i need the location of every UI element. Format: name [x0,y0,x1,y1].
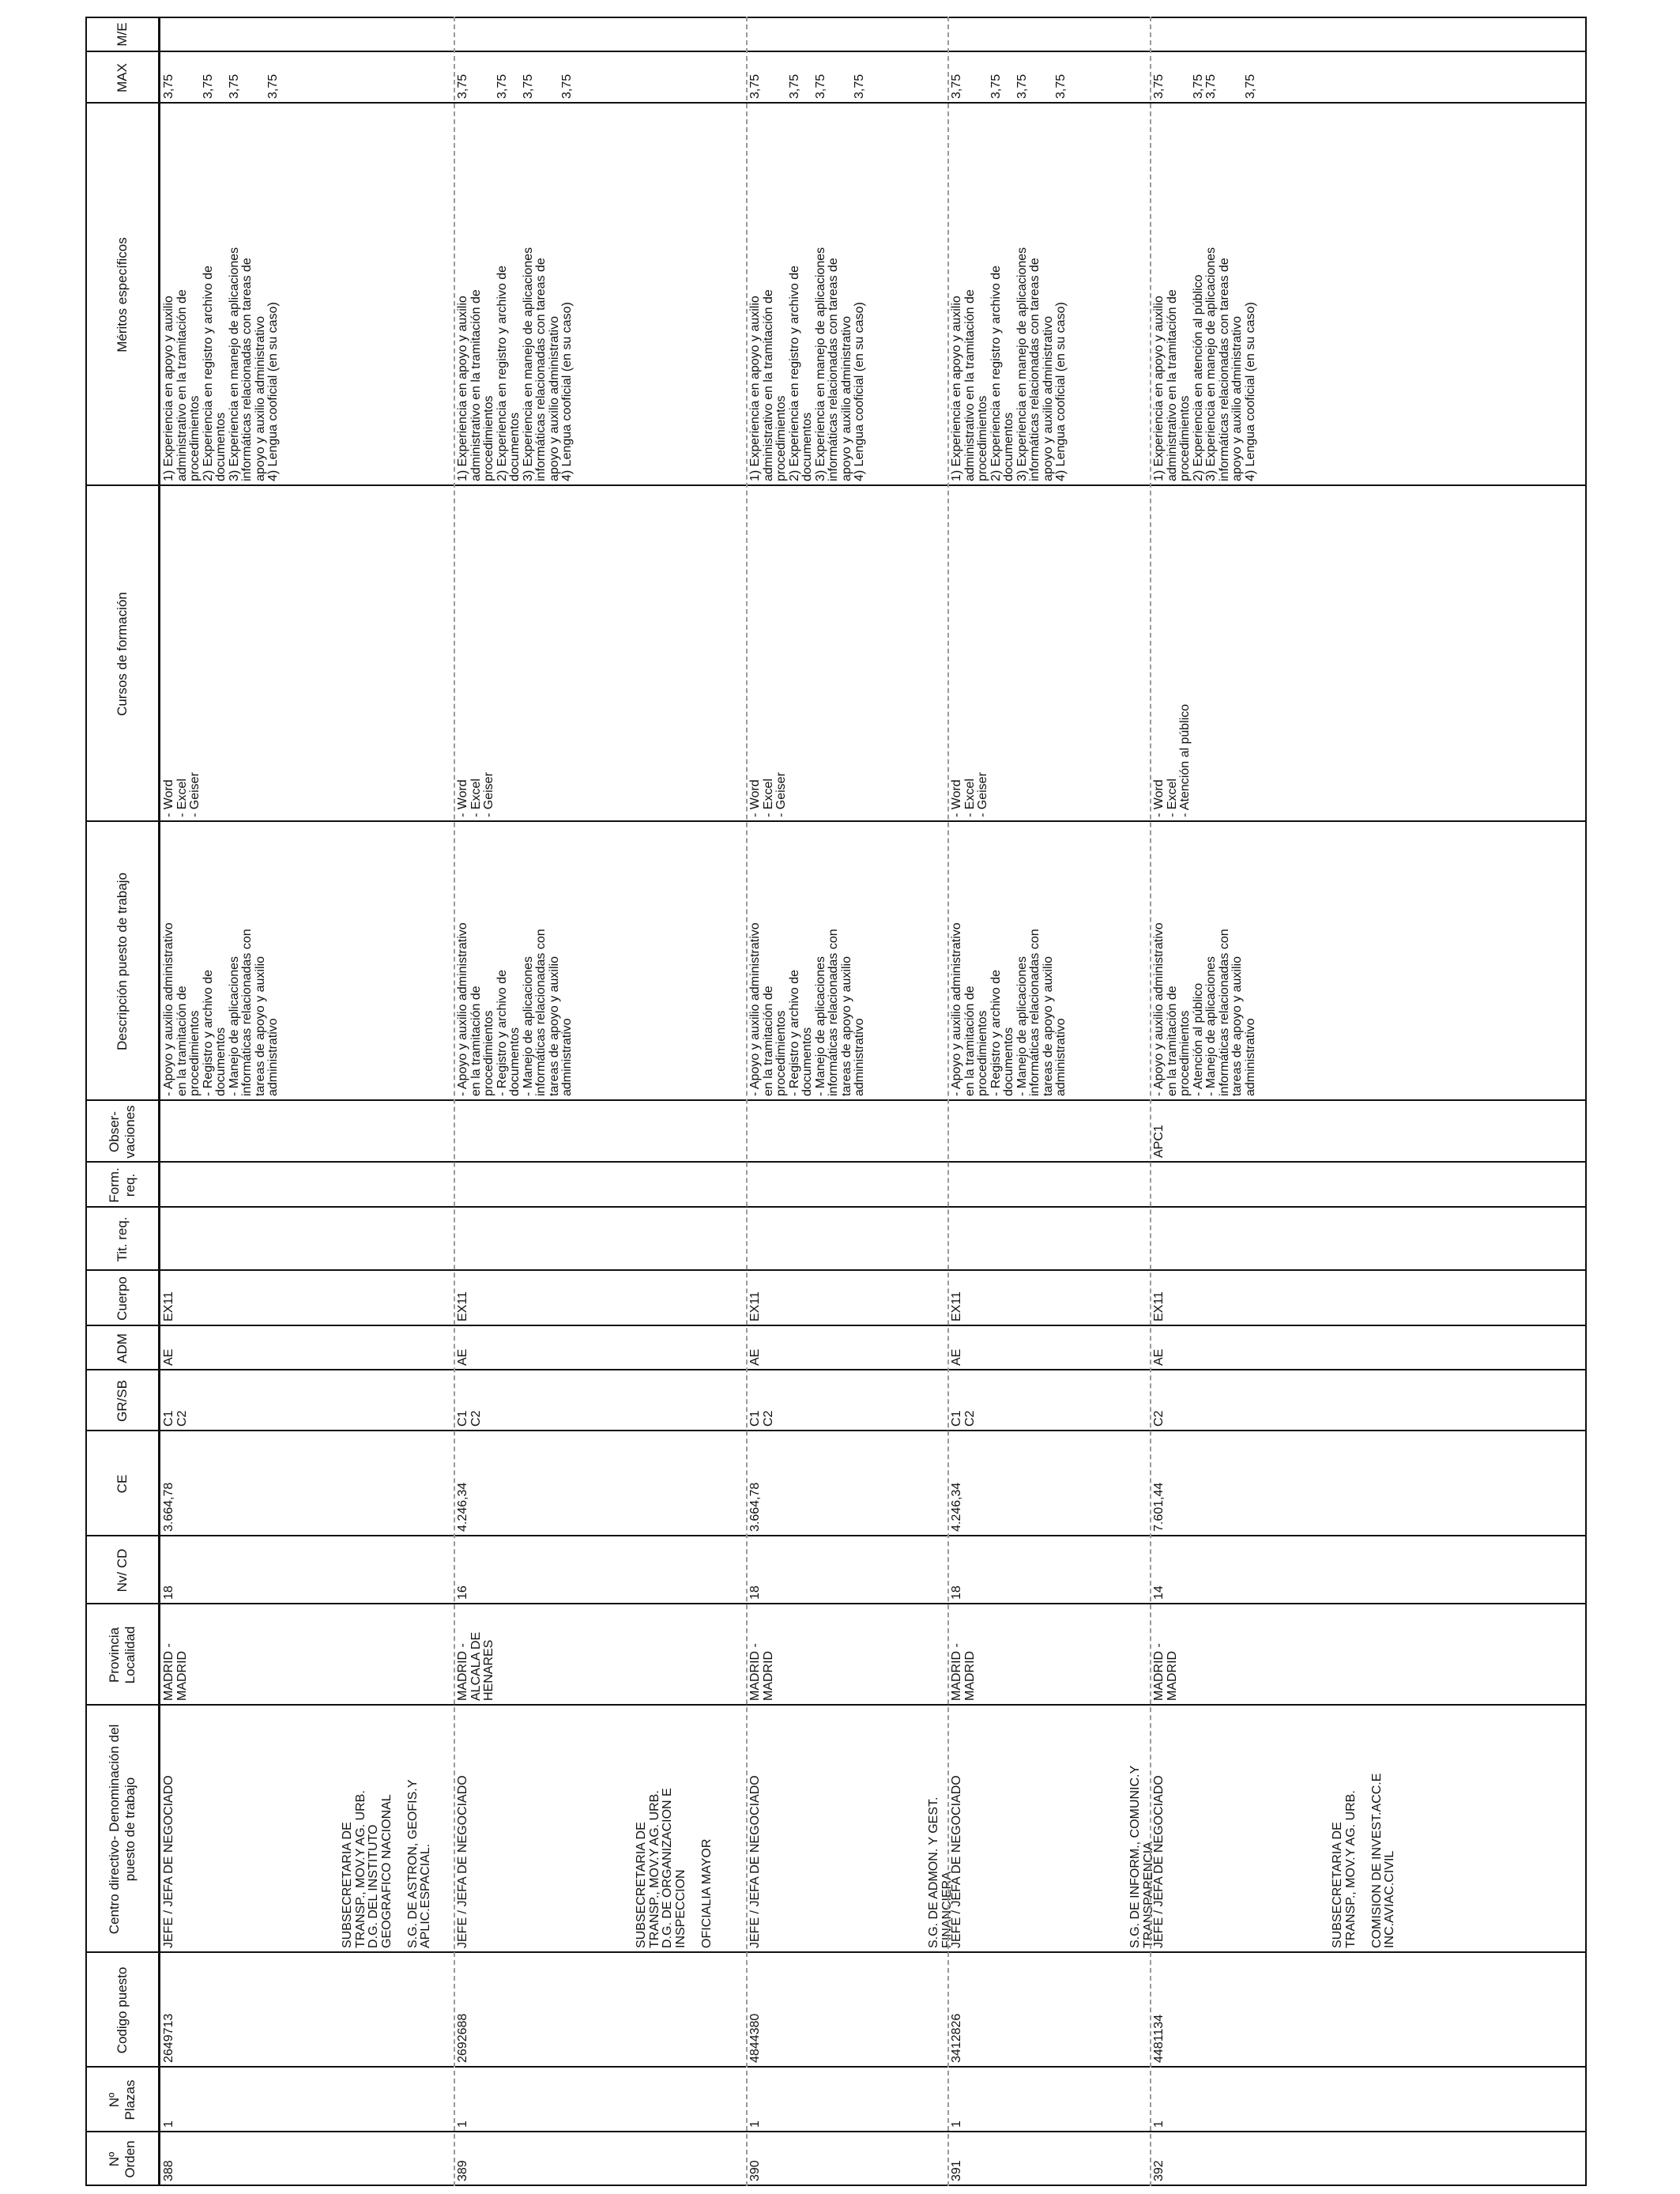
max-points: 3,75 3,75 3,75 3,75 [950,74,1068,99]
corps-code: EX11 [162,1291,175,1321]
province-locality: MADRID - MADRID [162,1643,189,1701]
administration: AE [162,1348,175,1366]
header-meritos: Méritos específicos [115,237,130,352]
max-points: 3,75 3,75 3,75 3,75 [1152,74,1257,99]
job-description: - Apoyo y auxilio administrativo en la tramitación de procedimientos - Registro y archivo de documentos - Manejo de aplicaciones informáticas relacionadas con tareas de apoyo y auxilio administrativo [456,922,574,1096]
level: 14 [1152,1585,1166,1600]
directorate: SUBSECRETARIA DE TRANSP., MOV.Y AG. URB. D.G. DE ORGANIZACION E INSPECCION OFICIALIA MAYOR [635,1788,714,1948]
seats-count: 1 [950,2120,963,2128]
job-description: - Apoyo y auxilio administrativo en la tramitación de procedimientos - Registro y archivo de documentos - Manejo de aplicaciones informáticas relacionadas con tareas de apoyo y auxilio administrativo [748,922,866,1096]
order-number: 389 [456,2160,469,2181]
training-courses: - Word - Excel - Atención al público [1152,703,1192,817]
column-divider [85,1430,1587,1431]
seats-count: 1 [748,2120,762,2128]
corps-code: EX11 [1152,1291,1166,1321]
position-title: JEFE / JEFA DE NEGOCIADO [456,1775,469,1948]
column-divider [85,102,1587,104]
specific-merits: 1) Experiencia en apoyo y auxilio administrativo en la tramitación de procedimientos 2) Experiencia en registro y archivo de documentos 3) Experiencia en manejo de aplicaciones informáticas relacionadas con tareas de apoyo y auxilio administrativo 4) Lengua cooficial (en su caso) [748,247,866,481]
header-tick [85,1535,90,1536]
header-tick [85,2185,90,2186]
group-subgroup: C1 C2 [162,1410,189,1427]
row-separator [746,17,748,2186]
column-divider [85,2131,1587,2132]
column-divider [85,1951,1587,1953]
header-rule [158,17,160,2186]
column-divider [85,1603,1587,1604]
level: 16 [456,1585,469,1600]
position-code: 4481134 [1152,2014,1166,2063]
header-max: MAX [115,63,130,92]
directorate: SUBSECRETARIA DE TRANSP., MOV.Y AG. URB. D.G. DEL INSTITUTO GEOGRAFICO NACIONAL S.G. DE ASTRON, GEOFIS.Y APLIC.ESPACIAL. [341,1779,432,1948]
column-divider [85,1535,1587,1536]
administration: AE [456,1348,469,1366]
position-title: JEFE / JEFA DE NEGOCIADO [950,1775,963,1948]
specific-complement: 7.601,44 [1152,1482,1166,1532]
corps-code: EX11 [456,1291,469,1321]
observations: APC1 [1152,1125,1166,1158]
header-tick [85,1704,90,1706]
training-courses: - Word - Excel - Geiser [748,772,788,817]
header-tick [85,1206,90,1208]
specific-complement: 4.246,34 [950,1482,963,1532]
max-points: 3,75 3,75 3,75 3,75 [162,74,280,99]
header-ce: CE [115,1474,130,1494]
position-code: 2649713 [162,2013,175,2063]
administration: AE [950,1348,963,1366]
specific-merits: 1) Experiencia en apoyo y auxilio administrativo en la tramitación de procedimientos 2) Experiencia en registro y archivo de documentos 3) Experiencia en manejo de aplicaciones informáticas relacionadas con tareas de apoyo y auxilio administrativo 4) Lengua cooficial (en su caso) [162,247,280,481]
job-description: - Apoyo y auxilio administrativo en la tramitación de procedimientos - Atención al público - Manejo de aplicaciones informáticas relacionadas con tareas de apoyo y auxilio administrativo [1152,922,1257,1096]
header-observaciones: Obser- vaciones [107,1105,137,1159]
position-code: 4844380 [748,2013,762,2063]
job-description: - Apoyo y auxilio administrativo en la tramitación de procedimientos - Registro y archivo de documentos - Manejo de aplicaciones informáticas relacionadas con tareas de apoyo y auxilio administrativo [950,922,1068,1096]
header-me: M/E [115,22,130,47]
row-separator [454,17,455,2186]
column-divider [85,2066,1587,2068]
corps-code: EX11 [950,1291,963,1321]
header-adm: ADM [115,1333,130,1363]
column-divider [85,1099,1587,1101]
header-orden: Nº Orden [107,2140,137,2178]
specific-complement: 3.664,78 [748,1482,762,1532]
header-tit: Tit. req. [115,1216,130,1262]
order-number: 391 [950,2160,963,2181]
header-tick [85,2066,90,2068]
max-points: 3,75 3,75 3,75 3,75 [748,74,866,99]
province-locality: MADRID - ALCALA DE HENARES [456,1631,495,1701]
directorate: S.G. DE INFORM., COMUNIC.Y TRANSPARENCIA [1128,1765,1155,1948]
specific-merits: 1) Experiencia en apoyo y auxilio administrativo en la tramitación de procedimientos 2) Experiencia en registro y archivo de documentos 3) Experiencia en manejo de aplicaciones informáticas relacionadas con tareas de apoyo y auxilio administrativo 4) Lengua cooficial (en su caso) [456,247,574,481]
header-cursos: Cursos de formación [115,592,130,716]
header-tick [85,1325,90,1326]
header-tick [85,51,90,52]
header-grsb: GR/SB [115,1380,130,1422]
header-centro: Centro directivo- Denominación del puesto de trabajo [107,1724,137,1935]
group-subgroup: C1 C2 [950,1410,977,1427]
training-courses: - Word - Excel - Geiser [456,772,495,817]
seats-count: 1 [1152,2120,1166,2128]
training-courses: - Word - Excel - Geiser [950,772,989,817]
specific-complement: 4.246,34 [456,1482,469,1532]
position-title: JEFE / JEFA DE NEGOCIADO [1152,1775,1166,1948]
specific-complement: 3.664,78 [162,1482,175,1532]
seats-count: 1 [456,2120,469,2128]
order-number: 388 [162,2160,175,2181]
column-divider [85,1206,1587,1208]
header-provincia: Provincia Localidad [107,1626,137,1684]
position-title: JEFE / JEFA DE NEGOCIADO [748,1775,762,1948]
header-tick [85,484,90,486]
header-tick [85,1099,90,1101]
column-divider [85,820,1587,822]
header-nivel: Nv/ CD [115,1548,130,1593]
province-locality: MADRID - MADRID [1152,1643,1179,1701]
header-tick [85,2131,90,2132]
group-subgroup: C1 C2 [748,1410,775,1427]
header-descripcion: Descripción puesto de trabajo [115,873,130,1050]
level: 18 [162,1585,175,1600]
header-tick [85,1951,90,1953]
level: 18 [748,1585,762,1600]
column-divider [85,51,1587,52]
header-tick [85,1269,90,1271]
row-separator [947,17,949,2186]
header-tick [85,1369,90,1370]
header-plazas: Nº Plazas [107,2079,137,2120]
specific-merits: 1) Experiencia en apoyo y auxilio administrativo en la tramitación de procedimientos 2) Experiencia en registro y archivo de documentos 3) Experiencia en manejo de aplicaciones informáticas relacionadas con tareas de apoyo y auxilio administrativo 4) Lengua cooficial (en su caso) [950,247,1068,481]
administration: AE [748,1348,762,1366]
header-tick [85,1161,90,1163]
header-form: Form. req. [107,1167,137,1203]
level: 18 [950,1585,963,1600]
position-title: JEFE / JEFA DE NEGOCIADO [162,1775,175,1948]
group-subgroup: C1 C2 [456,1410,483,1427]
column-divider [85,1704,1587,1706]
header-cuerpo: Cuerpo [115,1276,130,1321]
seats-count: 1 [162,2120,175,2128]
header-tick [85,102,90,104]
max-points: 3,75 3,75 3,75 3,75 [456,74,574,99]
header-tick [85,1430,90,1431]
column-divider [85,1161,1587,1163]
province-locality: MADRID - MADRID [748,1643,775,1701]
column-divider [85,484,1587,486]
column-divider [85,1269,1587,1271]
directorate: SUBSECRETARIA DE TRANSP., MOV.Y AG. URB. COMISION DE INVEST.ACC.E INC.AVIAC.CIVIL [1331,1773,1396,1948]
header-codigo: Codigo puesto [115,1966,130,2054]
corps-code: EX11 [748,1291,762,1321]
administration: AE [1152,1348,1166,1366]
specific-merits: 1) Experiencia en apoyo y auxilio administrativo en la tramitación de procedimientos 2) Experiencia en atención al público 3) Experiencia en manejo de aplicaciones informáticas relacionadas con tareas de apoyo y auxilio administrativo 4) Lengua cooficial (en su caso) [1152,247,1257,481]
directorate: S.G. DE ADMON. Y GEST. FINANCIERA [927,1796,954,1948]
position-code: 2692688 [456,2013,469,2063]
training-courses: - Word - Excel - Geiser [162,772,202,817]
header-tick [85,820,90,822]
order-number: 390 [748,2160,762,2181]
row-separator [1150,17,1151,2186]
job-description: - Apoyo y auxilio administrativo en la tramitación de procedimientos - Registro y archivo de documentos - Manejo de aplicaciones informáticas relacionadas con tareas de apoyo y auxilio administrativo [162,922,280,1096]
column-divider [85,1325,1587,1326]
group-subgroup: C2 [1152,1410,1166,1427]
column-divider [85,1369,1587,1370]
position-code: 3412826 [950,2013,963,2063]
order-number: 392 [1152,2160,1166,2181]
header-tick [85,1603,90,1604]
province-locality: MADRID - MADRID [950,1643,977,1701]
